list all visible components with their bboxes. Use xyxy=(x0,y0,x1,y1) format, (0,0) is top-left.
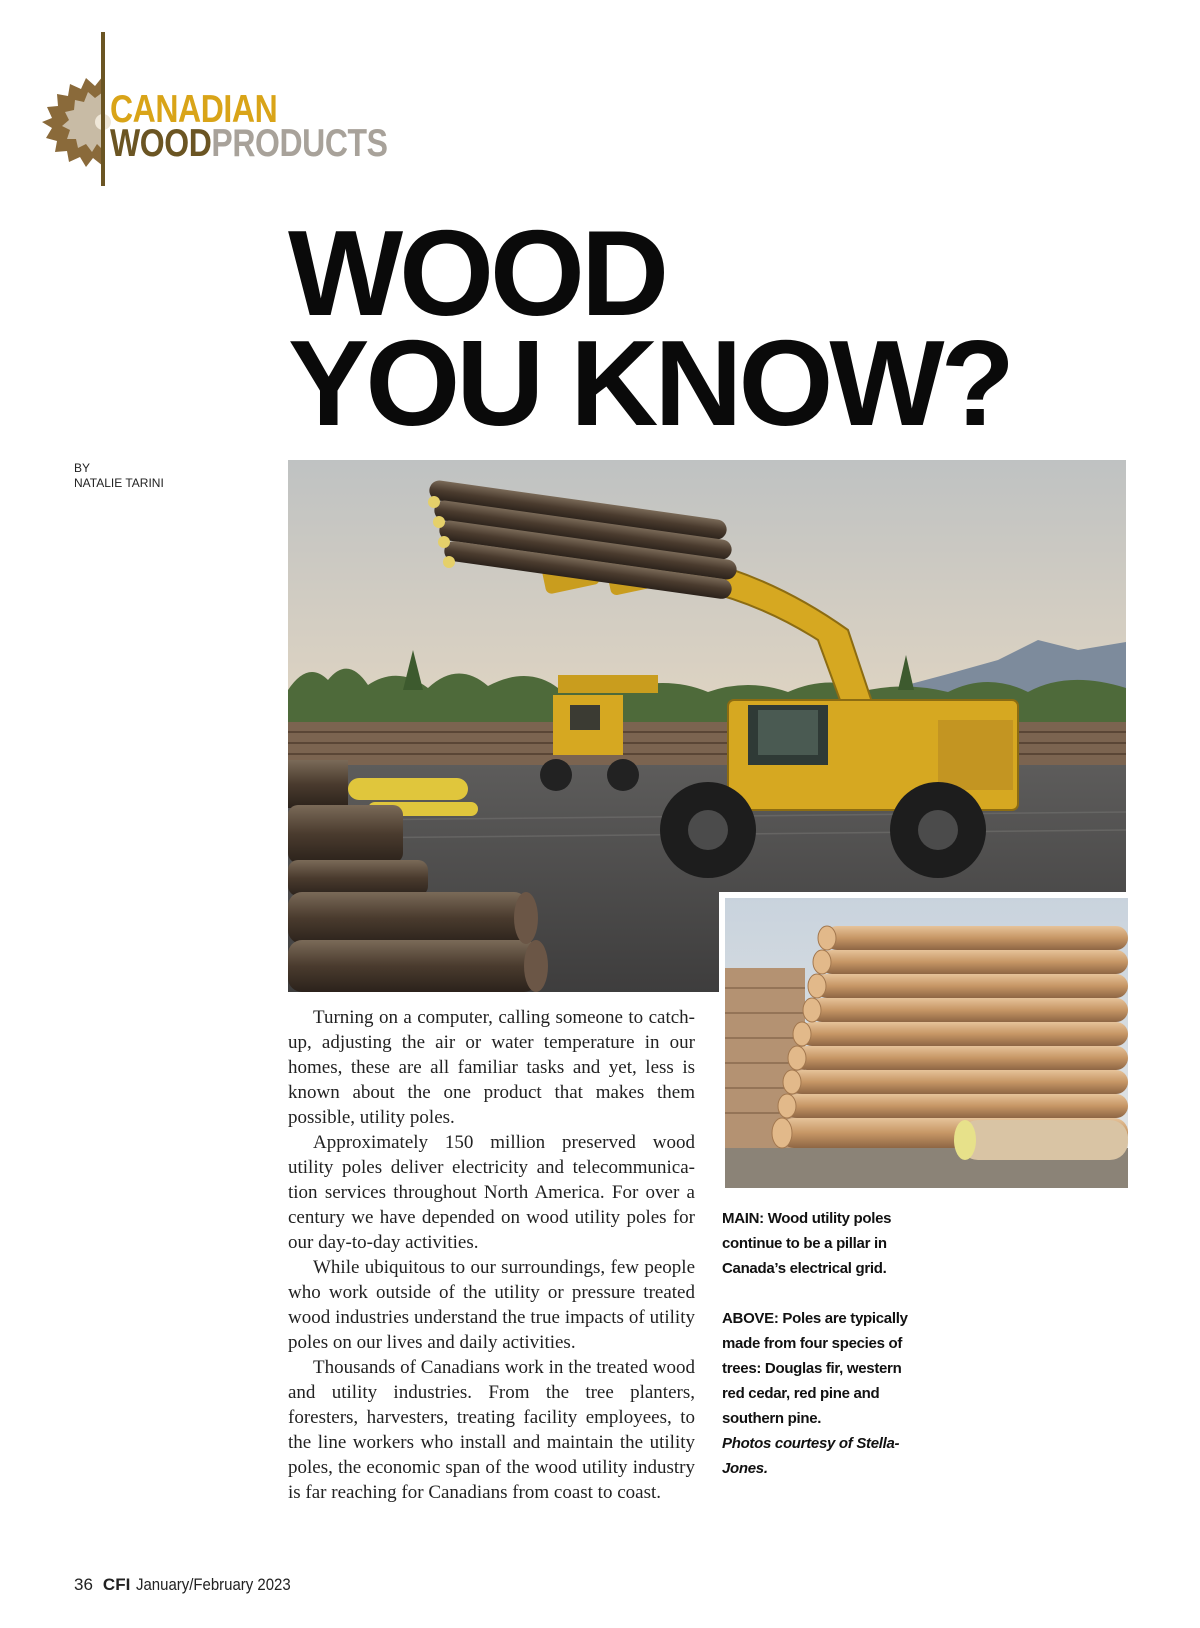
photo-caption xyxy=(722,1206,922,1481)
page-title xyxy=(288,205,1168,451)
article-paragraph: Turning on a computer, calling someone to catch-up, adjusting the air or water temperature in our homes, these are all familiar tasks and yet, less is known about the one product that makes them possible, utility poles. xyxy=(288,1007,695,1128)
title-line-2: YOU KNOW? xyxy=(288,315,1012,451)
issue-date: January/February 2023 xyxy=(136,1575,291,1594)
magazine-logo xyxy=(40,32,400,192)
caption-above: ABOVE: Poles are typically made from four species of trees: Douglas fir, western red cedar, red pine and southern pine. xyxy=(722,1310,908,1427)
logo-word-wood: WOOD xyxy=(110,122,212,165)
byline-prefix: BY xyxy=(74,461,91,475)
magazine-name: CFI xyxy=(102,1575,131,1594)
inset-photo-pole-stack xyxy=(719,892,1128,1188)
page-footer xyxy=(74,1575,312,1595)
logo-word-woodproducts xyxy=(110,124,388,163)
byline xyxy=(74,461,164,491)
article-paragraph: Approximately 150 million preserved wood utility poles deliver electricity and telecommunication services throughout North America. For over a century we have depended on wood utility poles for our day-to-day activities. xyxy=(288,1132,695,1253)
logo-word-products: PRODUCTS xyxy=(211,122,388,165)
article-paragraph: Thousands of Canadians work in the treated wood and utility industries. From the tree planters, foresters, harvesters, treating facility employees, to the line workers who install and maintain the utility poles, the economic span of the wood utility industry is far reaching for Canadians from coast to coast. xyxy=(288,1357,695,1503)
author-name: NATALIE TARINI xyxy=(74,476,164,490)
page-number: 36 xyxy=(74,1575,93,1594)
pole-stack xyxy=(772,926,1128,1160)
caption-main: MAIN: Wood utility poles continue to be a pillar in Canada’s electrical grid. xyxy=(722,1210,892,1277)
stacked-poles-illustration xyxy=(725,898,1128,1188)
logo-word-canadian: CANADIAN xyxy=(110,88,278,131)
article-body xyxy=(288,1005,695,1505)
title-line-1: WOOD xyxy=(288,205,666,341)
photo-credit: Photos courtesy of Stella-Jones. xyxy=(722,1435,900,1477)
logo-divider xyxy=(101,32,105,186)
article-paragraph: While ubiquitous to our surroundings, few people who work outside of the utility or pressure treated wood industries understand the true impacts of utility poles on our lives and daily activities. xyxy=(288,1257,695,1353)
